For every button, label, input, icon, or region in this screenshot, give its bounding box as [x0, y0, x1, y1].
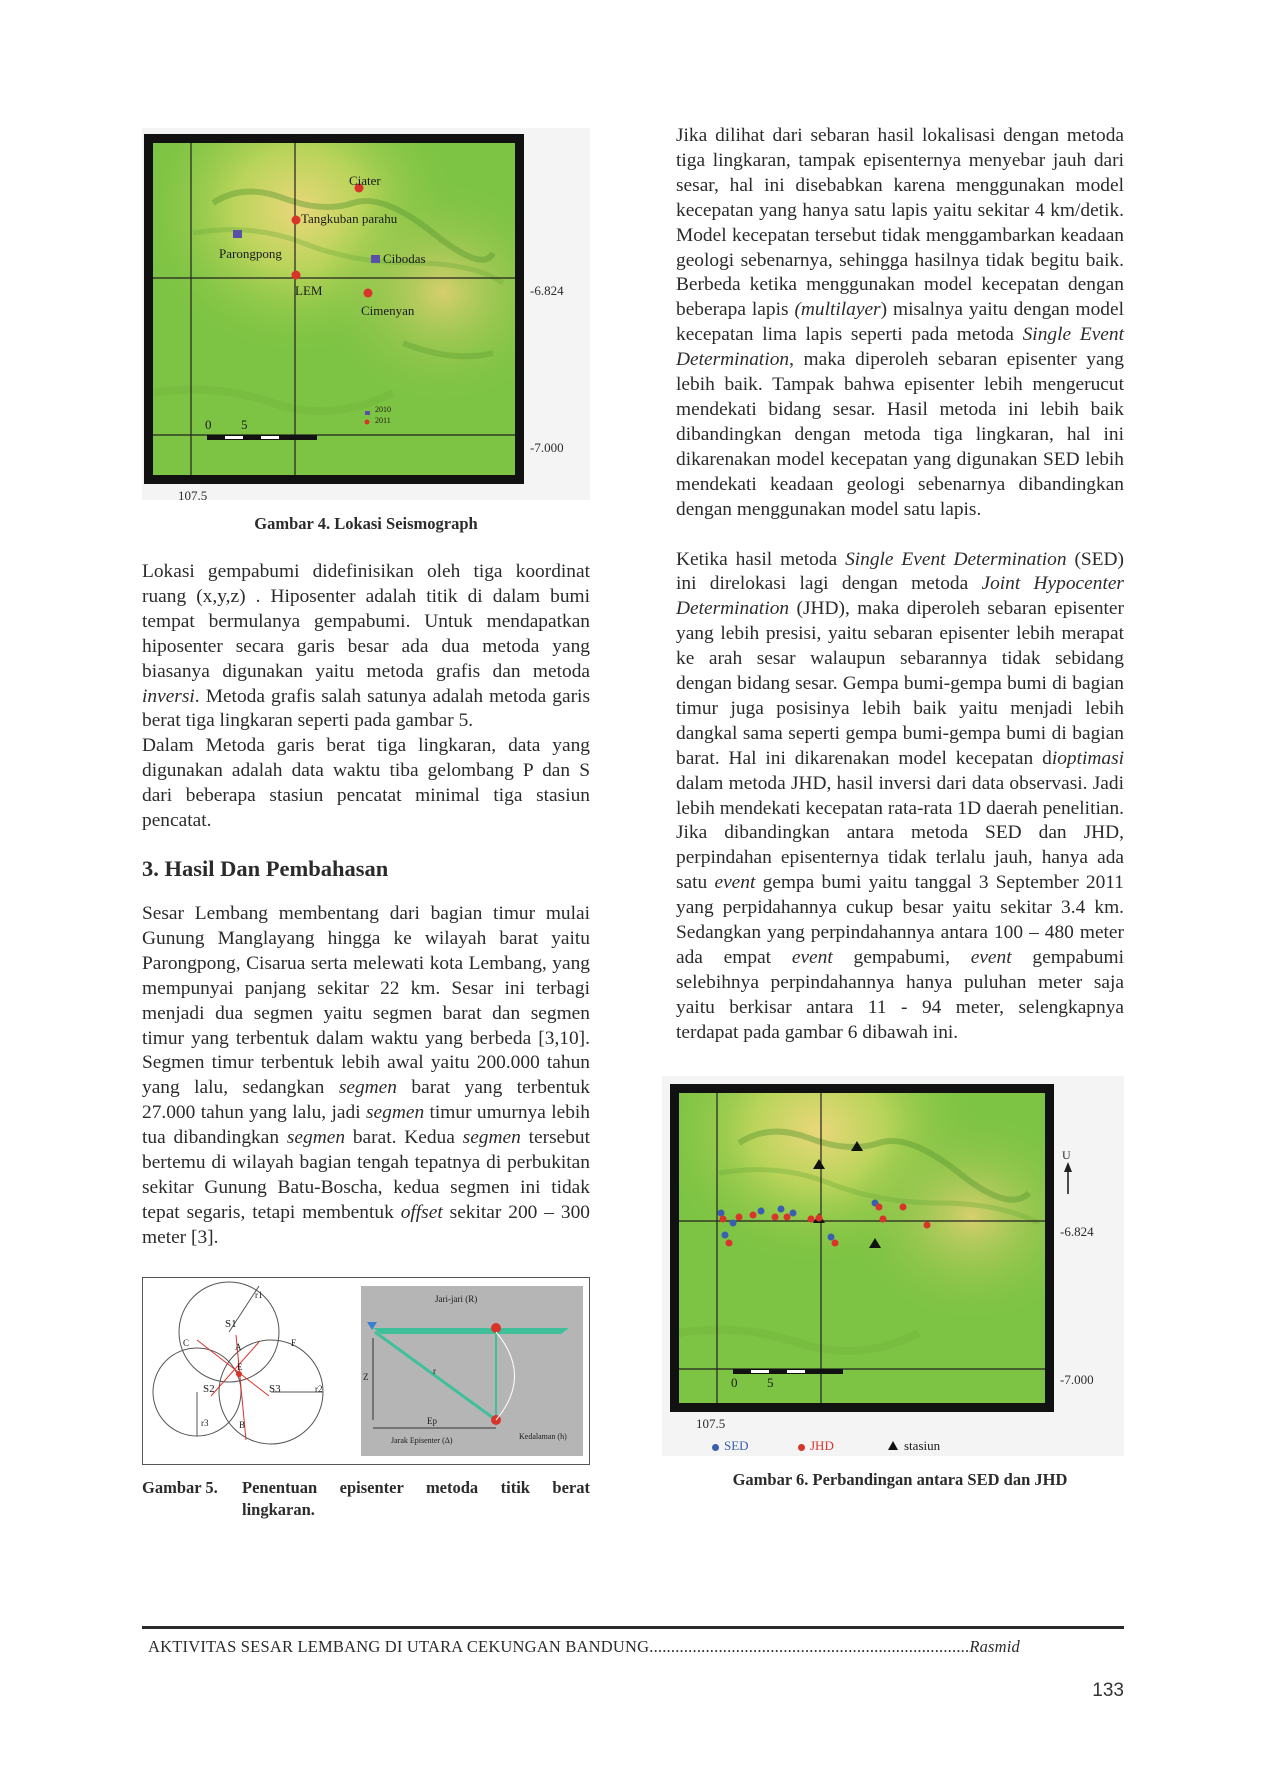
text-run: gempa bumi yaitu tanggal 3 September 2011 yang perpidahannya cukup besar yaitu sekitar 3.4 km. Sedangkan yang perpindahannya antara 100 – 480 meter ada empat [676, 872, 1124, 968]
figure-6 [662, 1076, 1110, 1466]
station-label-cimenyan: Cimenyan [361, 303, 415, 318]
jhd-epicenter [880, 1215, 887, 1222]
text-run: Jika dilihat dari sebaran hasil lokalisasi dengan metoda tiga lingkaran, tampak episenternya menyebar jauh dari sesar, hal ini disebabkan karena menggunakan model kecepatan yang hanya satu lapis yaitu sekitar 4 km/detik. Model kecepatan tersebut tidak menggambarkan keadaan geologi sebenarnya, sehingga hasilnya tidak begitu baik. Berbeda ketika menggunakan model kecepatan dengan beberapa lapis [676, 125, 1124, 321]
text-run: Lokasi gempabumi didefinisikan oleh tiga koordinat ruang (x,y,z) . Hiposenter adalah titik di dalam bumi tempat bermulanya gempabumi. Untuk mendapatkan hiposenter secara garis besar ada dua metoda yang biasanya digunakan yaitu metoda grafis dan metoda [142, 561, 590, 682]
jhd-epicenter [772, 1213, 779, 1220]
terrain-map-6 [679, 1093, 1045, 1403]
scale-label-0: 0 [205, 417, 212, 432]
text-run: timur umurnya lebih tua dibandingkan [142, 1102, 590, 1149]
jhd-epicenter [900, 1203, 907, 1210]
jhd-epicenter [832, 1239, 839, 1246]
left-column [142, 128, 590, 1521]
station-marker [364, 289, 373, 298]
author-name: Rasmid [969, 1637, 1021, 1656]
sed-legend-icon [712, 1444, 719, 1451]
point-label: A [235, 1341, 242, 1352]
jhd-legend-label: JHD [810, 1437, 834, 1453]
italic-run: event [970, 947, 1012, 968]
text-run: gempabumi selebihnya perpindahannya hanya puluhan meter saja yaitu berkisar antara 11 - 94 meter, selengkapnya terdapat pada gambar 6 dibawah ini. [676, 947, 1124, 1043]
text-run: sekitar 200 – 300 meter [3]. [142, 1201, 590, 1248]
latitude-label: -7.000 [1060, 1371, 1094, 1387]
text-run: (SED) ini direlokasi lagi dengan metoda [676, 548, 1124, 595]
italic-run: event [791, 947, 833, 968]
running-title: AKTIVITAS SESAR LEMBANG DI UTARA CEKUNGAN BANDUNG [148, 1637, 650, 1656]
station-label-tangkuban: Tangkuban parahu [301, 211, 398, 226]
text-run: Sesar Lembang membentang dari bagian timur mulai Gunung Manglayang hingga ke wilayah barat yaitu Parongpong, Cisarua serta melewati kota Lembang, yang mempunyai panjang sekitar 22 km. Sesar ini terbagi menjadi dua segmen yaitu segmen barat dan segmen timur yang terbentuk dalam waktu yang berbeda [3,10]. Segmen timur terbentuk lebih awal yaitu 200.000 tahun yang lalu, sedangkan [142, 902, 590, 1099]
jhd-epicenter [924, 1221, 931, 1228]
radius-label: r2 [315, 1383, 323, 1394]
italic-run: (multilayer [794, 299, 881, 321]
seismograph-location-map [144, 134, 524, 484]
figure-6-caption: Gambar 6. Perbandingan antara SED dan JHD [732, 1469, 1068, 1489]
jhd-epicenter [726, 1239, 733, 1246]
scale-label-0: 0 [731, 1374, 738, 1390]
text-run: . Metoda grafis salah satunya adalah metoda garis berat tiga lingkaran seperti pada gambar 5. [142, 685, 590, 732]
figure-4 [142, 128, 590, 508]
section-heading: 3. Hasil Dan Pembahasan [142, 855, 389, 881]
point-label: B [239, 1419, 246, 1430]
diagram-title: Jari-jari (R) [435, 1293, 478, 1304]
triangle-diagram [361, 1286, 583, 1456]
jhd-epicenter [876, 1203, 883, 1210]
station-legend-icon [888, 1441, 898, 1450]
north-label: U [1062, 1147, 1071, 1162]
point-label: E [237, 1361, 243, 1372]
latitude-label: -6.824 [530, 283, 564, 298]
depth-label: Kedalaman (h) [519, 1431, 567, 1441]
text-run: barat yang terbentuk 27.000 tahun yang lalu, jadi [142, 1077, 590, 1124]
sed-legend-label: SED [724, 1437, 749, 1453]
epicenter-distance-label: Jarak Episenter (Δ) [391, 1435, 453, 1445]
longitude-label: 107.5 [178, 488, 208, 503]
radius-label: r1 [255, 1289, 263, 1300]
epicenter-depth-diagram [361, 1286, 583, 1456]
legend-label-2011: 2011 [375, 416, 391, 425]
figure-6-legend [712, 1438, 1012, 1456]
paragraph [142, 902, 590, 1251]
scale-label-5: 5 [767, 1374, 774, 1390]
sed-epicenter [730, 1219, 737, 1226]
text-run: tersebut bertemu di wilayah bagian tengah tepatnya di perbukitan sekitar Gunung Batu-Boscha, kedua segmen ini tidak tepat segaris, tetapi membentuk [142, 1127, 591, 1223]
right-column [676, 125, 1124, 1490]
epicenter-label: Ep [427, 1415, 437, 1426]
italic-run: Single Event Determination [845, 548, 1067, 570]
jhd-epicenter [784, 1213, 791, 1220]
running-footer [148, 1637, 1124, 1657]
italic-run: Single Event Determination [676, 324, 1124, 371]
italic-run: event [714, 872, 756, 894]
figure-5-caption [142, 1477, 590, 1521]
sed-epicenter [758, 1207, 765, 1214]
figure-4-caption: Gambar 4. Lokasi Seismograph [254, 514, 478, 533]
station-marker [233, 230, 242, 238]
three-circle-diagram [151, 1280, 347, 1460]
leader-dots: .......................................................................... [649, 1637, 970, 1656]
text-run: Ketika hasil metoda [676, 548, 838, 570]
radius-label: r3 [201, 1417, 209, 1428]
sed-epicenter [790, 1209, 797, 1216]
page-number: 133 [1092, 1680, 1124, 1701]
text-run: , maka diperoleh sebaran episenter yang lebih baik. Tampak bahwa episenter lebih mengerucut mendekati bidang sesar. Hasil metoda ini lebih baik dibandingkan dengan metoda tiga lingkaran, hal ini dikarenakan model kecepatan yang digunakan SED lebih mendekati keadaan geologi sebenarnya dibandingkan dengan menggunakan model satu lapis. [676, 349, 1124, 520]
jhd-epicenter [816, 1214, 823, 1221]
jhd-epicenter [736, 1213, 743, 1220]
italic-run: segmen [462, 1127, 521, 1149]
radius-label: r [433, 1365, 436, 1376]
point-label: F [291, 1337, 297, 1348]
sed-epicenter [828, 1233, 835, 1240]
station-label-cibodas: Cibodas [383, 251, 426, 266]
italic-run: segmen [286, 1127, 346, 1149]
paragraph [142, 560, 590, 734]
latitude-label: -7.000 [530, 440, 564, 455]
jhd-epicenter [720, 1215, 727, 1222]
station-legend-label: stasiun [904, 1437, 941, 1453]
text-run: (JHD), maka diperoleh sebaran episenter yang lebih presisi, yaitu sebaran episenter lebih merapat ke arah sesar walaupun sebarannya tidak sebidang dengan bidang sesar. Gempa bumi-gempa bumi di bagian timur juga posisinya lebih baik yaitu menjadi lebih dangkal sama seperti gempa bumi-gempa bumi di bagian barat. Hal ini dikarenakan model kecepatan d [676, 598, 1124, 769]
longitude-label: 107.5 [696, 1415, 726, 1431]
latitude-label: -6.824 [1060, 1223, 1094, 1239]
sed-epicenter [718, 1209, 725, 1216]
paragraph [676, 124, 1124, 523]
circle-label: S3 [269, 1382, 281, 1395]
north-arrow-icon [1063, 1162, 1073, 1196]
figure-5 [142, 1277, 590, 1465]
station-label-parongpong: Parongpong [219, 246, 282, 261]
jhd-epicenter [750, 1211, 757, 1218]
caption-number: Gambar 5. [142, 1477, 218, 1497]
sed-jhd-comparison-map [670, 1084, 1054, 1412]
point-label: C [183, 1337, 190, 1348]
jhd-legend-icon [798, 1444, 805, 1451]
paragraph: Dalam Metoda garis berat tiga lingkaran, data yang digunakan adalah data waktu tiba gelombang P dan S dari beberapa stasiun pencatat minimal tiga stasiun pencatat. [142, 735, 590, 832]
legend-label-2010: 2010 [375, 405, 391, 414]
text-run: gempabumi, [853, 947, 950, 968]
depth-axis-label: Z [363, 1371, 369, 1382]
italic-run: inversi [142, 685, 195, 707]
scale-label-5: 5 [241, 417, 248, 432]
caption-text: Penentuan episenter metoda titik berat lingkaran. [242, 1477, 590, 1519]
station-label-lem: LEM [295, 283, 323, 298]
italic-run: ioptimasi [1051, 747, 1124, 769]
station-marker [371, 255, 380, 263]
sed-epicenter [778, 1205, 785, 1212]
italic-run: segmen [365, 1102, 425, 1124]
text-run: ) misalnya yaitu dengan model kecepatan lima lapis seperti pada metoda [676, 299, 1124, 346]
sed-epicenter [722, 1231, 729, 1238]
station-label-ciater: Ciater [349, 173, 381, 188]
text-run: barat. Kedua [352, 1127, 455, 1149]
paragraph [676, 548, 1124, 1046]
footer-rule [142, 1626, 1124, 1629]
jhd-epicenter [808, 1215, 815, 1222]
italic-run: segmen [338, 1077, 397, 1099]
circle-label: S1 [225, 1317, 237, 1330]
circle-label: S2 [203, 1382, 215, 1395]
station-marker [292, 271, 301, 280]
station-marker [292, 216, 301, 225]
text-run: dalam metoda JHD, hasil inversi dari data observasi. Jadi lebih mendekati kecepatan rata-rata 1D daerah penelitian. Jika dibandingkan antara metoda SED dan JHD, perpindahan episenternya tidak terlalu jauh, hanya ada satu [676, 772, 1124, 894]
italic-run: Joint Hypocenter Determination [676, 573, 1124, 620]
italic-run: offset [400, 1201, 443, 1223]
